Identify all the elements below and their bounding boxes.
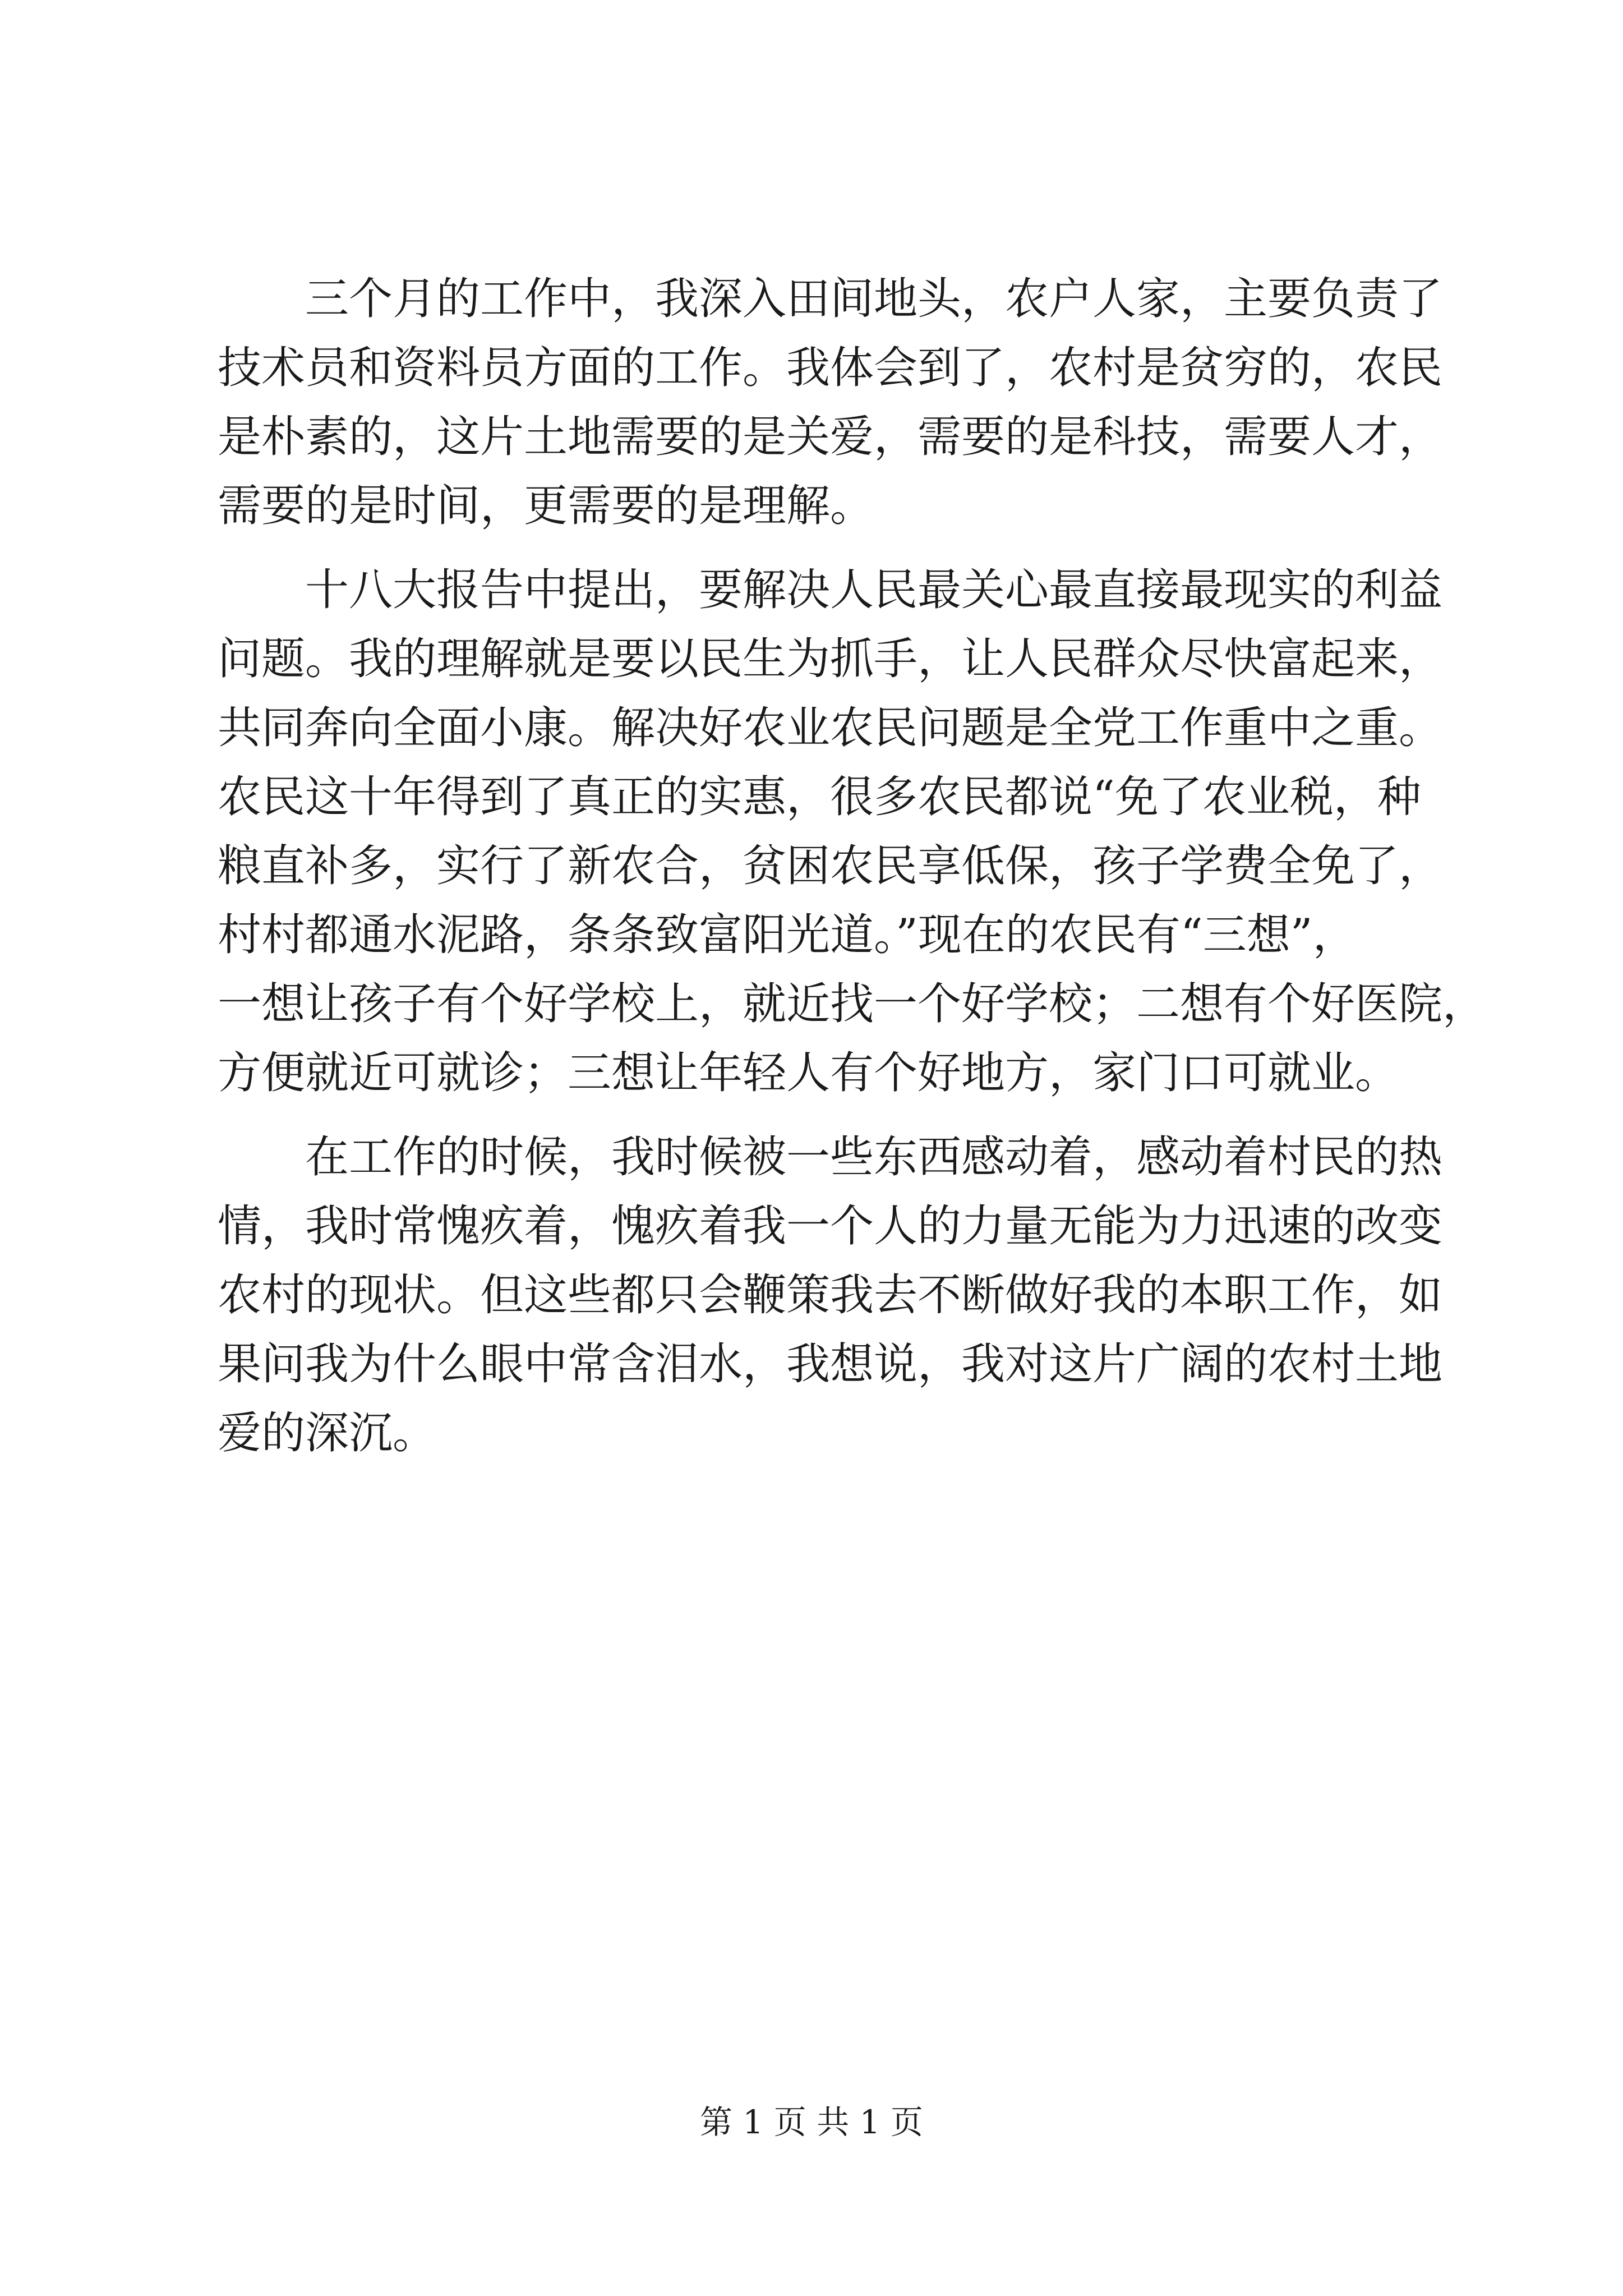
paragraph-1-line-3: 是朴素的，这片土地需要的是关爱，需要的是科技，需要人才， [218, 412, 1443, 462]
paragraph-2-line-5: 粮直补多，实行了新农合，贫困农民享低保，孩子学费全免了， [218, 841, 1443, 891]
paragraph-2-line-3: 共同奔向全面小康。解决好农业农民问题是全党工作重中之重。 [218, 703, 1443, 753]
paragraph-1-line-1: 三个月的工作中，我深入田间地头，农户人家，主要负责了 [305, 274, 1443, 324]
paragraph-3-line-1: 在工作的时候，我时候被一些东西感动着，感动着村民的热 [305, 1132, 1443, 1182]
paragraph-3-line-5: 爱的深沉。 [218, 1408, 437, 1458]
paragraph-2-line-8: 方便就近可就诊；三想让年轻人有个好地方，家门口可就业。 [218, 1048, 1399, 1098]
paragraph-2-line-2: 问题。我的理解就是要以民生为抓手，让人民群众尽快富起来， [218, 634, 1443, 684]
paragraph-3-line-4: 果问我为什么眼中常含泪水，我想说，我对这片广阔的农村土地 [218, 1339, 1443, 1389]
document-body [218, 265, 1487, 1468]
paragraph-2-line-6: 村村都通水泥路，条条致富阳光道。”现在的农民有“三想”， [218, 910, 1357, 960]
page-footer [0, 2102, 1623, 2142]
paragraph-gap [218, 541, 1418, 556]
paragraph-2-line-7: 一想让孩子有个好学校上，就近找一个好学校；二想有个好医院， [218, 979, 1487, 1029]
page-number: 第 1 页 共 1 页 [700, 2103, 923, 2141]
paragraph-2-line-1: 十八大报告中提出，要解决人民最关心最直接最现实的利益 [305, 565, 1443, 615]
paragraph-gap [218, 1108, 1418, 1123]
paragraph-2-line-4: 农民这十年得到了真正的实惠，很多农民都说“免了农业税，种 [218, 772, 1421, 822]
paragraph-3-line-2: 情，我时常愧疚着，愧疚着我一个人的力量无能为力迅速的改变 [218, 1201, 1443, 1251]
paragraph-1-line-4: 需要的是时间，更需要的是理解。 [218, 481, 874, 531]
paragraph-1-line-2: 技术员和资料员方面的工作。我体会到了，农村是贫穷的，农民 [218, 343, 1443, 393]
paragraph-3-line-3: 农村的现状。但这些都只会鞭策我去不断做好我的本职工作，如 [218, 1270, 1443, 1320]
